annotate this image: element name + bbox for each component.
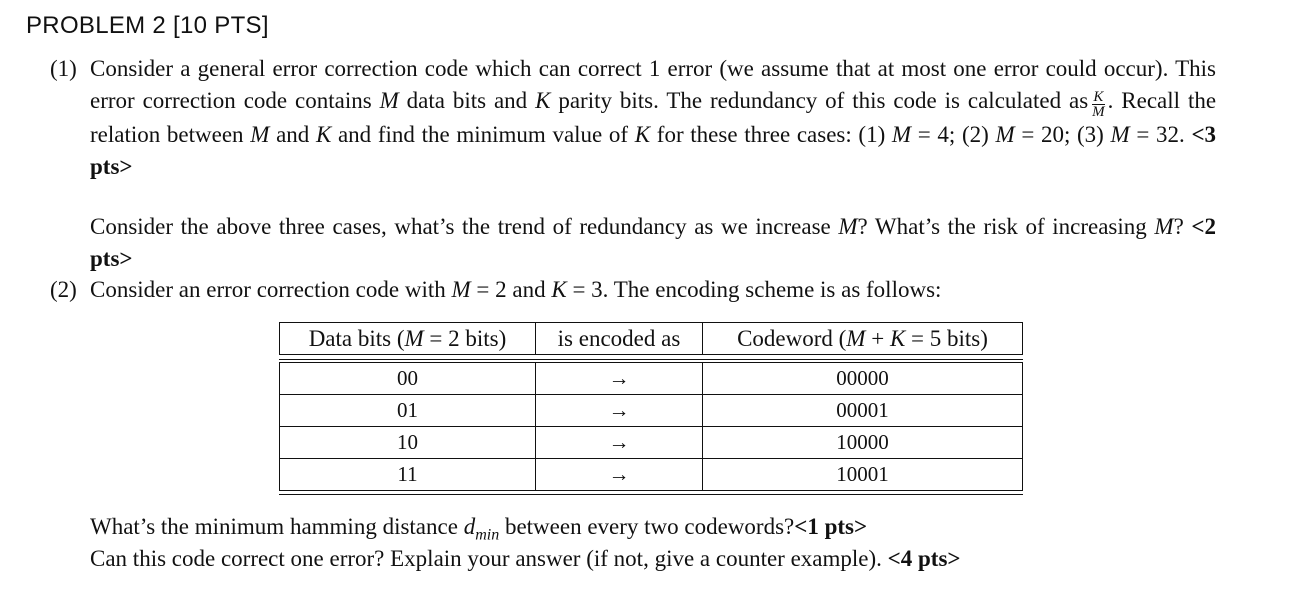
followup-points: <2 pts> (90, 214, 1216, 271)
part1-paragraph (90, 53, 1216, 183)
var-m: M (1154, 214, 1174, 239)
part2-intro-c: = 3. The encoding scheme is as follows: (572, 277, 942, 302)
part1-sentence-7: for these three cases: (1) (656, 122, 886, 147)
header-data-bits (279, 322, 536, 355)
fraction-denominator: M (1092, 104, 1105, 120)
var-k: K (535, 88, 551, 113)
part1-sentence-3: parity bits. The redundancy of this code is calculated as (558, 88, 1089, 113)
header-data-suffix: = 2 bits) (429, 326, 507, 351)
q1-text-b: between every two codewords? (504, 514, 795, 539)
var-m: M (1110, 122, 1130, 147)
redundancy-fraction (1092, 90, 1105, 119)
row-2-arrow: → (535, 426, 703, 459)
q1-text-a: What’s the minimum hamming distance (90, 514, 458, 539)
header-code-suffix: = 5 bits) (911, 326, 988, 351)
part1-sentence-1: Consider a general error correction code which can correct 1 error (we assume that at most one error could occur). This error correction code contains (90, 56, 1216, 113)
row-1-arrow: → (535, 394, 703, 427)
header-rule (279, 359, 1023, 360)
var-k: K (551, 277, 567, 302)
part1-sentence-2: data bits and (406, 88, 528, 113)
row-2-data: 10 (279, 426, 536, 459)
var-m: M (891, 122, 912, 147)
var-m: M (846, 326, 866, 351)
followup-text-a: Consider the above three cases, what’s the trend of redundancy as we increase (90, 214, 831, 239)
problem-heading: PROBLEM 2 [10 PTS] (26, 12, 269, 39)
q2-points: <4 pts> (887, 546, 961, 571)
part1-sentence-5: and (276, 122, 310, 147)
footer-rule (279, 494, 1023, 495)
var-m: M (838, 214, 858, 239)
part2-intro-b: = 2 and (476, 277, 546, 302)
fraction-numerator: K (1093, 89, 1104, 105)
row-0-arrow: → (535, 362, 703, 395)
case-2: = 20; (3) (1021, 122, 1104, 147)
var-k: K (889, 326, 906, 351)
var-m: M (379, 88, 399, 113)
part2-number: (2) (50, 277, 77, 302)
part1-points: <3 pts> (90, 122, 1217, 179)
header-encoded-as: is encoded as (535, 322, 703, 355)
q1-points: <1 pts> (794, 514, 868, 539)
header-code-prefix: Codeword ( (737, 326, 847, 351)
q2-text: Can this code correct one error? Explain your answer (if not, give a counter example). (90, 546, 882, 571)
followup-text-b: ? What’s the risk of increasing (857, 214, 1147, 239)
header-data-prefix: Data bits ( (308, 326, 405, 351)
var-m: M (404, 326, 424, 351)
part2-intro-a: Consider an error correction code with (90, 277, 446, 302)
subscript-min: min (475, 526, 500, 544)
var-m: M (995, 122, 1015, 147)
var-k: K (315, 122, 332, 147)
var-m: M (250, 122, 270, 147)
case-1: = 4; (2) (917, 122, 989, 147)
row-3-data: 11 (279, 458, 536, 491)
row-0-data: 00 (279, 362, 536, 395)
row-1-data: 01 (279, 394, 536, 427)
var-d: d (463, 514, 476, 539)
var-m: M (451, 277, 471, 302)
row-2-codeword: 10000 (702, 426, 1023, 459)
followup-text-c: ? (1173, 214, 1184, 239)
part1-sentence-6: and find the minimum value of (337, 122, 629, 147)
row-3-codeword: 10001 (702, 458, 1023, 491)
var-k: K (634, 122, 651, 147)
part1-sentence-4: . Recall the relation between (90, 88, 1217, 147)
question-correct (90, 543, 1216, 575)
part1-number: (1) (50, 56, 77, 81)
row-3-arrow: → (535, 458, 703, 491)
part2-intro (90, 274, 1216, 306)
row-1-codeword: 00001 (702, 394, 1023, 427)
row-0-codeword: 00000 (702, 362, 1023, 395)
header-code-plus: + (871, 326, 885, 351)
header-codeword (702, 322, 1023, 355)
case-3: = 32. (1136, 122, 1185, 147)
part1-followup (90, 211, 1216, 275)
